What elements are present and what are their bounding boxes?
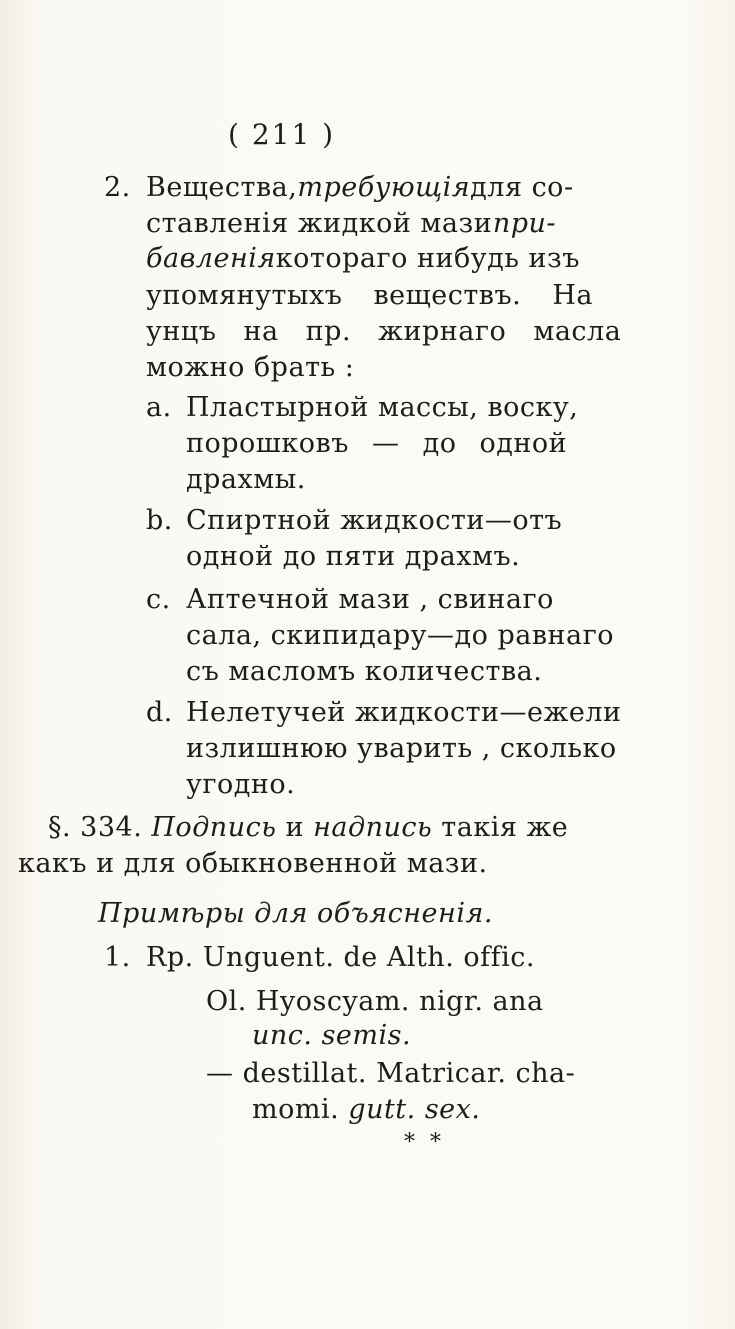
sub-item-c-line: съ масломъ количества. [186,656,543,687]
text-segment: momi. [252,1094,340,1125]
section-334-line-1 [48,812,568,843]
sub-item-d-line: излишнюю уварить , сколько [186,733,617,764]
page-number: ( 211 ) [228,118,336,151]
text-segment: такія же [441,812,569,843]
sub-item-d-line: Нелетучей жидкости—ежели [186,697,622,728]
item-2-line-5: унцъ на пр. жирнаго масла [146,316,622,347]
item-2-number: 2. [104,172,131,203]
text-segment: ставленія жидкой мази [146,208,493,239]
sub-item-a-line: драхмы. [186,464,306,495]
sub-item-a-line: Пластырной массы, воску, [186,392,579,423]
italic-term: при- [492,208,556,239]
sub-item-a-letter: a. [146,392,172,423]
italic-term: требующія [297,172,471,203]
text-segment: котораго нибудь изъ [275,243,580,274]
recipe-line-3: unc. semis. [252,1020,412,1051]
italic-term: gutt. sex. [348,1094,481,1125]
italic-term: Подпись [151,812,277,843]
item-2-line-3 [146,243,580,274]
italic-term: надпись [313,812,433,843]
recipe-line-2: Ol. Hyoscyam. nigr. ana [206,986,544,1017]
sub-item-b-line: Спиртной жидкости—отъ [186,505,563,536]
item-2-line-2 [146,208,556,239]
sub-item-c-letter: c. [146,584,171,615]
item-2-line-6: можно брать : [146,352,355,383]
examples-heading: Примѣры для объясненія. [98,898,493,929]
text-segment: для со- [470,172,574,203]
recipe-line-1: Rp. Unguent. de Alth. offic. [146,942,535,973]
section-334-line-2: какъ и для обыкновенной мази. [18,848,488,879]
text-segment: и [285,812,304,843]
text-segment: Вещества, [146,172,298,203]
sub-item-d-line: угодно. [186,769,296,800]
sub-item-a-line: порошковъ — до одной [186,428,568,459]
sub-item-b-letter: b. [146,505,173,536]
sub-item-c-line: Аптечной мази , свинаго [186,584,554,615]
ornament-stars: * * [404,1130,445,1155]
section-number: §. 334. [48,812,143,843]
item-2-line-4: упомянутыхъ веществъ. На [146,280,593,311]
recipe-number: 1. [104,942,131,973]
sub-item-b-line: одной до пяти драхмъ. [186,541,521,572]
italic-term: бавленія [146,243,276,274]
recipe-line-4: — destillat. Matricar. cha- [206,1058,576,1089]
item-2-line-1 [146,172,574,203]
sub-item-d-letter: d. [146,697,173,728]
sub-item-c-line: сала, скипидару—до равнаго [186,620,615,651]
recipe-line-5 [252,1094,480,1125]
